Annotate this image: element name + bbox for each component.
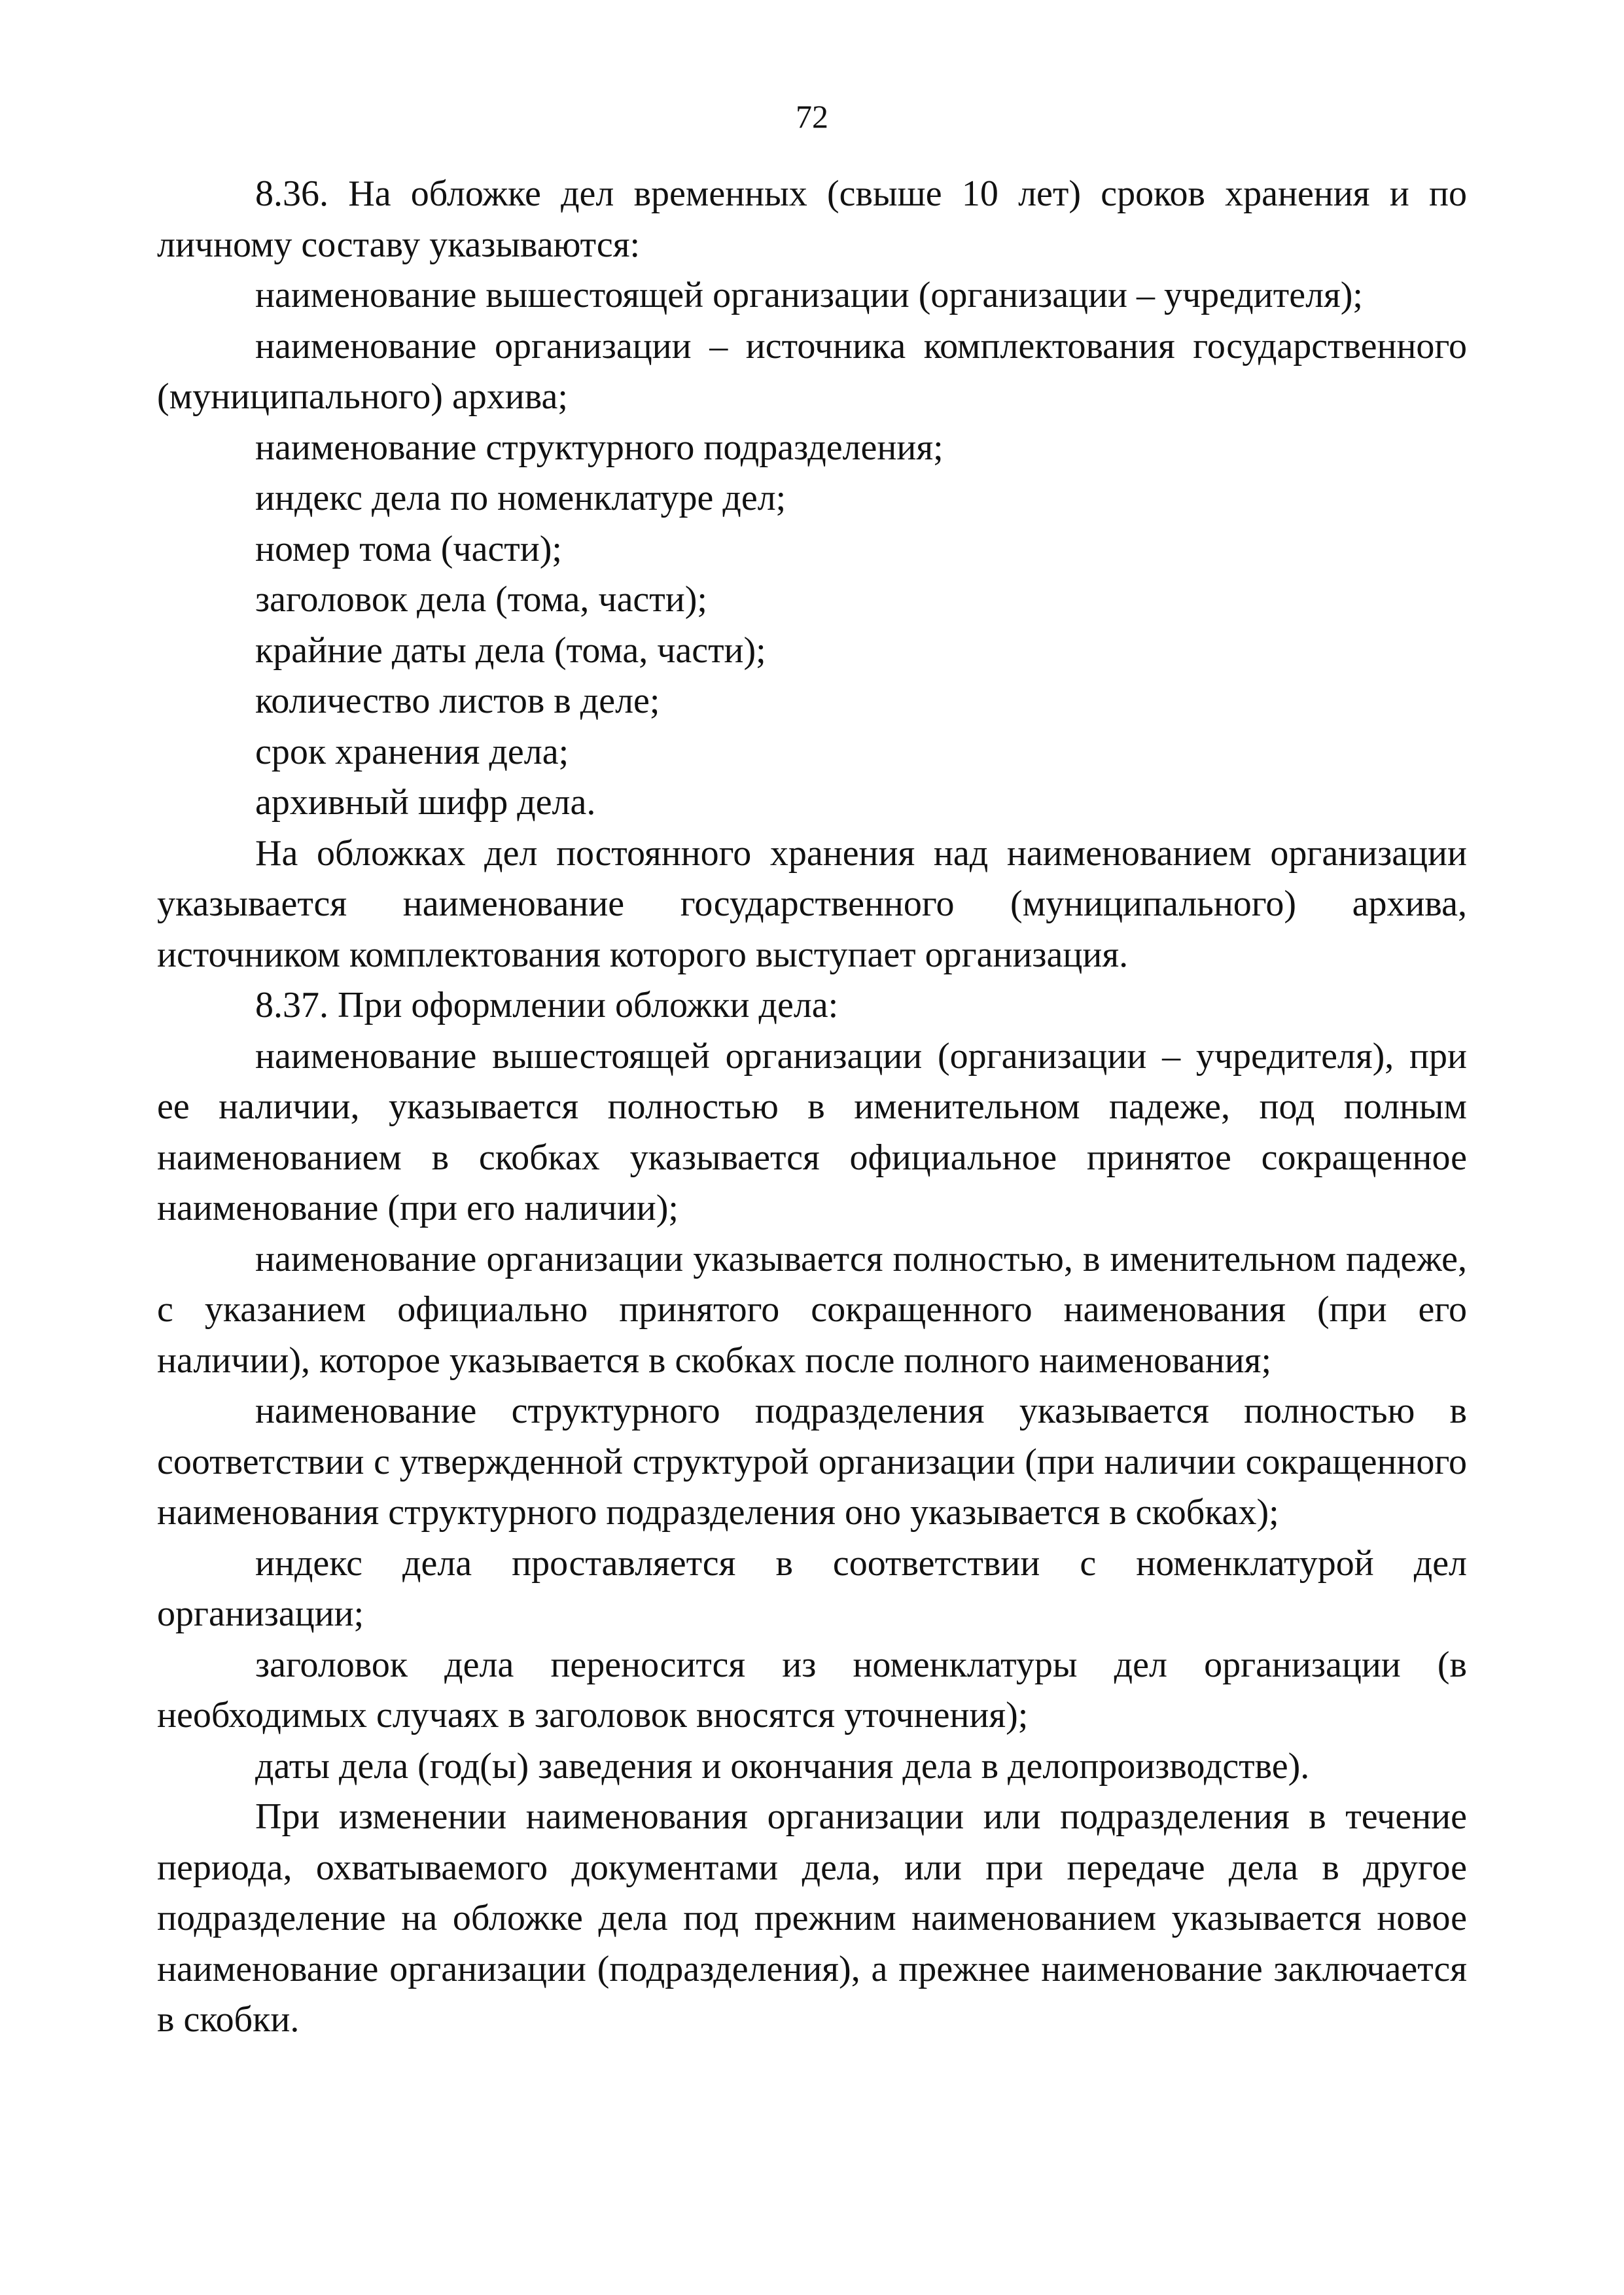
list-item-archive-code: архивный шифр дела. bbox=[255, 782, 596, 823]
paragraph-permanent-storage: На обложках дел постоянного хранения над наименованием организации указывается наименование государственного (муниципального) архива, источником комплектования которого выступает организация. bbox=[157, 832, 1467, 975]
list-item-organization-source: наименование организации – источника комплектования государственного (муниципального) архива; bbox=[157, 325, 1467, 417]
rule-structural-unit: наименование структурного подразделения указывается полностью в соответствии с утвержденной структурой организации (при наличии сокращенного наименования структурного подразделения оно указывается в скобках); bbox=[157, 1391, 1467, 1533]
list-item-case-index: индекс дела по номенклатуре дел; bbox=[255, 478, 786, 518]
rule-case-index: индекс дела проставляется в соответствии с номенклатурой дел организации; bbox=[157, 1542, 1467, 1634]
list-item-structural-unit: наименование структурного подразделения; bbox=[255, 427, 944, 468]
list-item-sheet-count: количество листов в деле; bbox=[255, 681, 660, 721]
list-item-extreme-dates: крайние даты дела (тома, части); bbox=[255, 630, 766, 671]
rule-case-dates: даты дела (год(ы) заведения и окончания дела в делопроизводстве). bbox=[255, 1745, 1310, 1787]
rule-case-title: заголовок дела переносится из номенклатуры дел организации (в необходимых случаях в заголовок вносятся уточнения); bbox=[157, 1644, 1467, 1735]
page-number: 72 bbox=[796, 98, 828, 135]
list-item-volume-number: номер тома (части); bbox=[255, 528, 562, 569]
paragraph-8-37-intro: 8.37. При оформлении обложки дела: bbox=[255, 985, 839, 1025]
list-item-case-title: заголовок дела (тома, части); bbox=[255, 579, 707, 620]
paragraph-name-change: При изменении наименования организации или подразделения в течение периода, охватываемого документами дела, или при передаче дела в другое подразделение на обложке дела под прежним наименованием указывается новое наименование организации (подразделения), а прежнее наименование заключается в скобки. bbox=[157, 1796, 1467, 2040]
rule-organization-name: наименование организации указывается полностью, в именительном падеже, с указанием официально принятого сокращенного наименования (при его наличии), которое указывается в скобках после полного наименования; bbox=[157, 1238, 1467, 1381]
list-item-retention-period: срок хранения дела; bbox=[255, 731, 569, 772]
list-item-parent-organization: наименование вышестоящей организации (организации – учредителя); bbox=[255, 275, 1363, 315]
paragraph-8-36-intro: 8.36. На обложке дел временных (свыше 10 лет) сроков хранения и по личному составу указываются: bbox=[157, 173, 1467, 265]
rule-parent-organization: наименование вышестоящей организации (организации – учредителя), при ее наличии, указывается полностью в именительном падеже, под полным наименованием в скобках указывается официальное принятое сокращенное наименование (при его наличии); bbox=[157, 1035, 1467, 1228]
document-body bbox=[157, 169, 1467, 2046]
